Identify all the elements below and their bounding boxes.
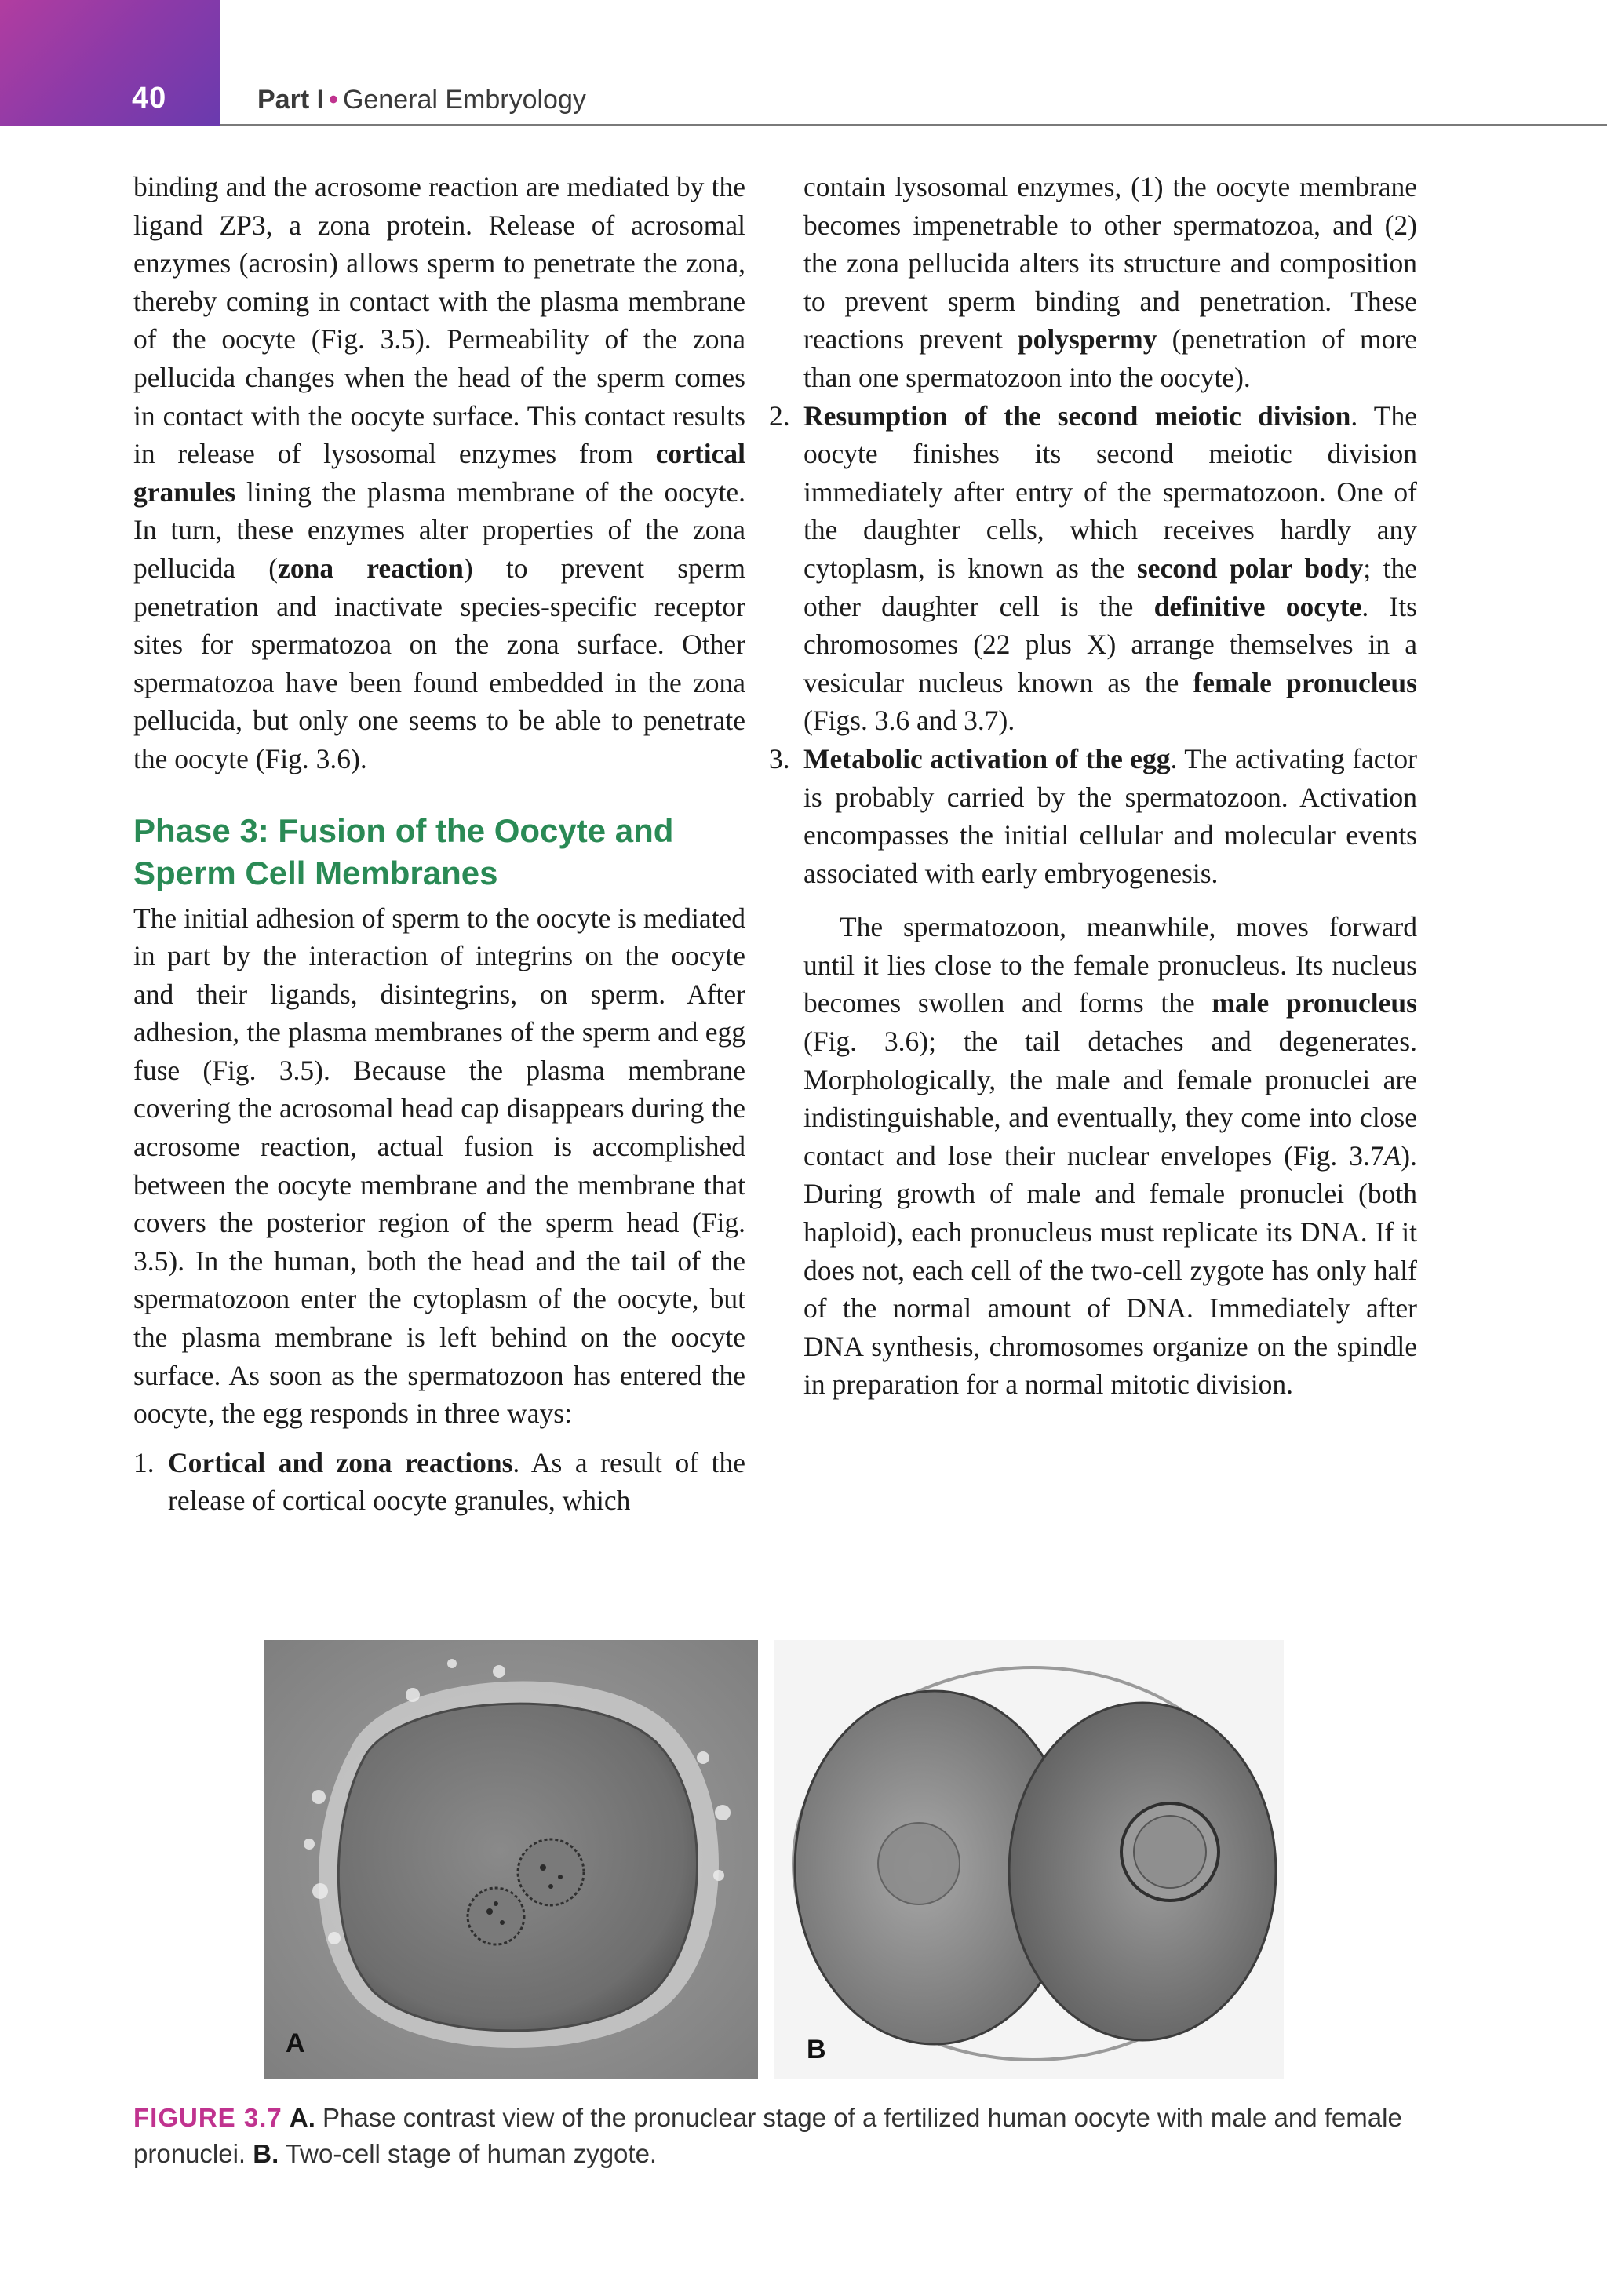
figure-3-7-a-micrograph [264, 1640, 758, 2079]
caption-label-b: B. [253, 2139, 279, 2168]
text-run: ). During growth of male and female pronuclei (both haploid), each pronucleus must replicate its DNA. If it does not, each cell of the two-cell zygote has only half of the normal amount of DNA. Immediately after DNA synthesis, chromosomes organize on the spindle in preparation for a normal mitotic division. [804, 1139, 1417, 1401]
caption-text-a: Phase contrast view of the pronuclear stage of a fertilized human oocyte with male and female pronuclei. [133, 2103, 1402, 2168]
text-run: binding and the acrosome reaction are mediated by the ligand ZP3, a zona protein. Release of acrosomal enzymes (acrosin) allows sperm to penetrate the zona, thereby coming in contact with the plasma membrane of the oocyte (Fig. 3.5). Permeability of the zona pellucida changes when the head of the sperm comes in contact with the oocyte surface. This contact results in release of lysosomal enzymes from [133, 171, 745, 470]
term-cortical-zona-reactions: Cortical and zona reactions [168, 1446, 513, 1478]
separator-dot: • [329, 85, 338, 115]
header-rule [220, 124, 1607, 126]
term-zona-reaction: zona reaction [278, 552, 464, 584]
figure-ref-italic: A [1383, 1139, 1401, 1172]
figure-label-a: A [286, 2028, 305, 2058]
running-head [257, 85, 586, 115]
egg-response-list-continued [769, 397, 1417, 893]
text-run: contain lysosomal enzymes, (1) the oocyte membrane becomes impenetrable to other spermatozoa, and (2) the zona pellucida alters its structure and composition to prevent sperm binding and penetration. These reactions prevent [804, 171, 1417, 355]
caption-text-b: Two-cell stage of human zygote. [279, 2139, 658, 2168]
term-cortical-granules: cortical granules [133, 438, 745, 508]
figure-label-b: B [807, 2035, 826, 2065]
term-metabolic-activation: Metabolic activation of the egg [804, 742, 1171, 774]
figure-number: FIGURE 3.7 [133, 2103, 282, 2132]
oocyte-illustration [264, 1640, 758, 2079]
caption-label-a: A. [289, 2103, 315, 2132]
term-male-pronucleus: male pronucleus [1212, 987, 1417, 1019]
text-run: (Figs. 3.6 and 3.7). [804, 705, 1015, 737]
term-definitive-oocyte: definitive oocyte [1153, 590, 1362, 622]
list-number: 3. [769, 742, 790, 774]
text-run: (penetration of more than one spermatozoon into the oocyte). [804, 323, 1417, 393]
figure-3-7-b-micrograph [774, 1640, 1284, 2079]
term-meiotic-division: Resumption of the second meiotic division [804, 399, 1351, 432]
two-cell-zygote-illustration [774, 1640, 1284, 2079]
text-run: . The oocyte finishes its second meiotic division immediately after entry of the spermatozoon. One of the daughter cells, which receives hardly any cytoplasm, is known as the [804, 399, 1417, 584]
left-column [133, 168, 745, 1520]
page-number: 40 [132, 82, 167, 115]
term-female-pronucleus: female pronucleus [1193, 666, 1417, 698]
list-item-1-continued [804, 168, 1417, 397]
text-run: lining the plasma membrane of the oocyte. In turn, these enzymes alter properties of the zona pellucida ( [133, 476, 745, 584]
list-item-2 [769, 397, 1417, 740]
list-item-1 [133, 1444, 745, 1520]
paragraph-acrosome [133, 168, 745, 778]
list-item-3 [769, 740, 1417, 892]
part-label: Part I [257, 85, 325, 115]
right-column [769, 168, 1418, 1404]
term-second-polar-body: second polar body [1136, 552, 1364, 584]
section-label: General Embryology [342, 85, 586, 115]
term-polyspermy: polyspermy [1017, 323, 1157, 355]
paragraph-fusion: The initial adhesion of sperm to the oocyte is mediated in part by the interaction of integrins on the oocyte and their ligands, disintegrins, on sperm. After adhesion, the plasma membranes of the sperm and egg fuse (Fig. 3.5). Because the plasma membrane covering the acrosomal head cap disappears during the acrosome reaction, actual fusion is accomplished between the oocyte membrane and the membrane that covers the posterior region of the sperm head (Fig. 3.5). In the human, both the head and the tail of the spermatozoon enter the cytoplasm of the oocyte, but the plasma membrane is left behind on the oocyte surface. As soon as the spermatozoon has entered the oocyte, the egg responds in three ways: [133, 902, 745, 1430]
text-run: ; the other daughter cell is the [804, 552, 1418, 622]
egg-response-list [133, 1444, 745, 1520]
text-run: . Its chromosomes (22 plus X) arrange themselves in a vesicular nucleus known as the [804, 590, 1417, 698]
page-number-tab [0, 0, 220, 126]
list-number: 2. [769, 399, 790, 432]
text-run: ) to prevent sperm penetration and inactivate species-specific receptor sites for spermatozoa on the zona surface. Other spermatozoa have been found embedded in the zona pellucida, but only one seems to be able to penetrate the oocyte (Fig. 3.6). [133, 552, 745, 774]
figure-caption [133, 2100, 1417, 2172]
list-number: 1. [133, 1446, 155, 1478]
paragraph-pronuclei [804, 908, 1417, 1404]
section-heading-phase-3: Phase 3: Fusion of the Oocyte and Sperm Cell Membranes [133, 811, 674, 891]
text-run: (Fig. 3.6); the tail detaches and degenerates. Morphologically, the male and female pronuclei are indistinguishable, and eventually, they come into close contact and lose their nuclear envelopes (Fig. 3.7 [804, 1026, 1417, 1172]
text-run: . The activating factor is probably carried by the spermatozoon. Activation encompasses the initial cellular and molecular events associated with early embryogenesis. [804, 742, 1417, 889]
text-run: . As a result of the release of cortical oocyte granules, which [168, 1446, 745, 1517]
text-run: The spermatozoon, meanwhile, moves forward until it lies close to the female pronucleus. Its nucleus becomes swollen and forms the [804, 911, 1417, 1019]
